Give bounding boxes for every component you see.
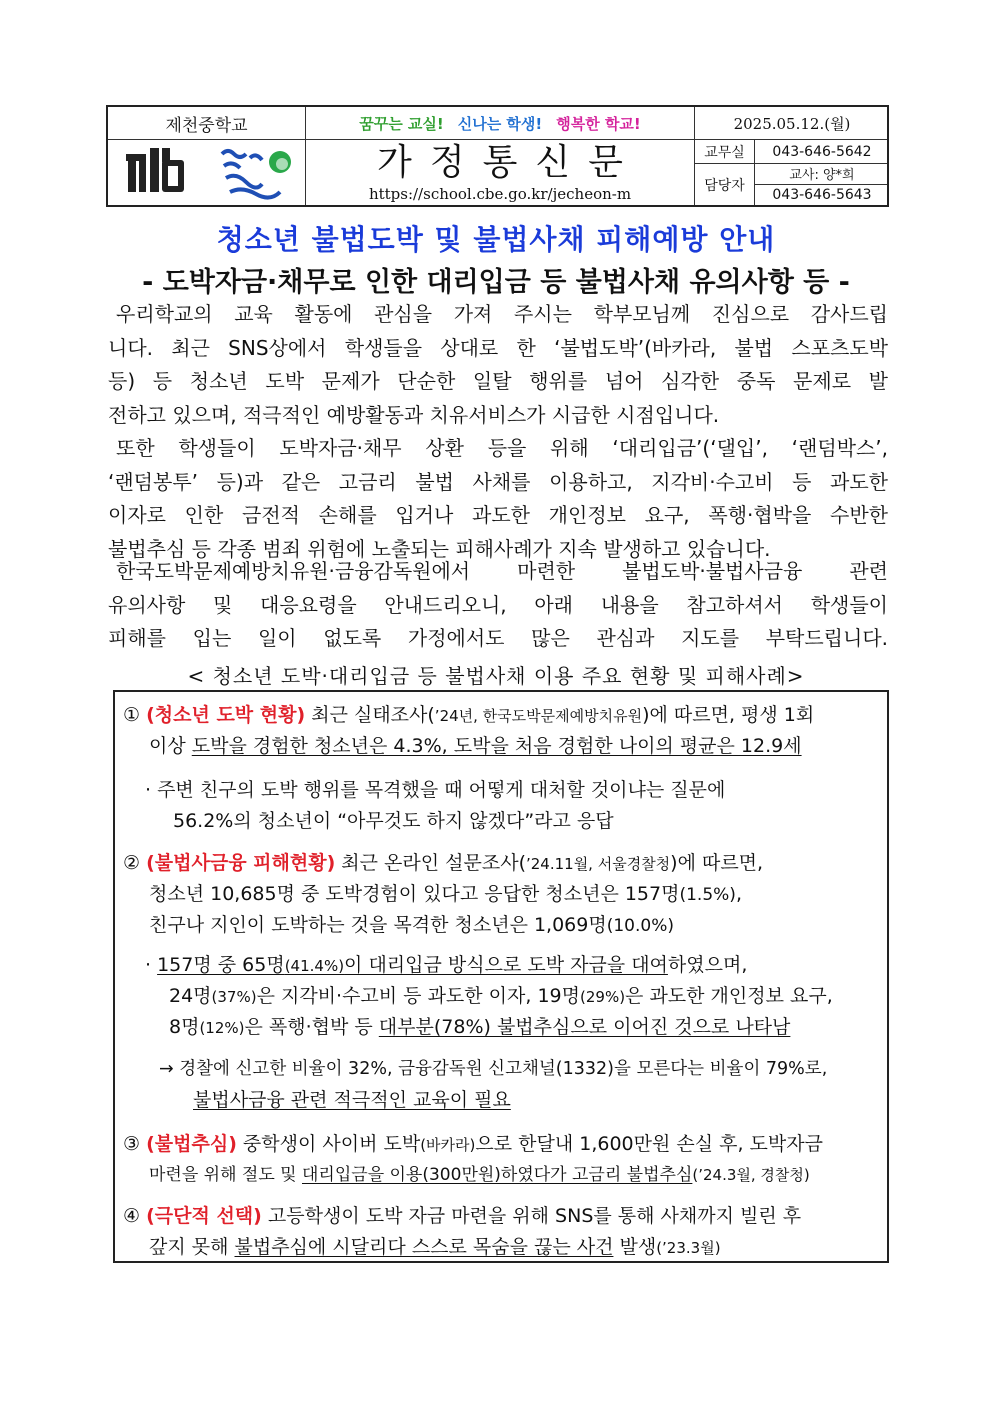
intro-paragraph	[108, 298, 888, 566]
item-text: ,	[735, 883, 742, 905]
paragraph-line: 이자로 인한 금전적 손해를 입거나 과도한 개인정보 요구, 폭행·협박을 수반한	[108, 503, 888, 527]
header-table	[106, 105, 889, 207]
item-text: 은 지각비·수고비 등 과도한 이자, 19명	[256, 985, 580, 1007]
item-text: → 경찰에 신고한 비율이 32%, 금융감독원 신고채널(1332)을 모른다는 비율이 79%로,	[159, 1059, 828, 1079]
item-label: (극단적 선택)	[146, 1205, 262, 1227]
item-source: ’24년, 한국도박문제예방치유원	[434, 707, 643, 725]
item-text: 은 과도한 개인정보 요구,	[625, 985, 833, 1007]
item-text: · 주변 친구의 도박 행위를 목격했을 때 어떻게 대처할 것이냐는 질문에	[145, 779, 726, 801]
case-item-4-line2	[149, 1232, 721, 1264]
item-text: 청소년 10,685명 중 도박경험이 있다고 응답한 청소년은 157명	[149, 883, 680, 905]
case-item-3	[123, 1129, 823, 1161]
item-percent: (29%)	[580, 988, 626, 1006]
case-item-1-bullet	[145, 775, 725, 806]
case-item-2-line3	[149, 910, 674, 942]
cases-box	[113, 690, 889, 1263]
manager-phone: 043-646-5643	[772, 187, 872, 203]
item-text: 친구나 지인이 도박하는 것을 목격한 청소년은 1,069명	[149, 914, 607, 936]
paragraph-line: 유의사항 및 대응요령을 안내드리오니, 아래 내용을 참고하셔서 학생들이	[108, 592, 888, 617]
case-item-1-bullet-cont	[173, 806, 614, 837]
item-highlight: 불법추심에 시달리다 스스로 목숨을 끊는 사건	[234, 1236, 614, 1258]
case-item-2-arrow	[159, 1054, 827, 1085]
item-highlight: 157명 중 65명	[157, 954, 285, 976]
item-number: ③	[123, 1133, 141, 1155]
case-item-2-bullet	[145, 950, 747, 982]
paragraph-line: ‘랜덤봉투’ 등)과 같은 고금리 불법 사채를 이용하고, 지각비·수고비 등 과도한	[108, 469, 888, 494]
newsletter-header	[306, 140, 694, 206]
office-phone: 043-646-5642	[772, 143, 872, 160]
paragraph-line: 전하고 있으며, 적극적인 예방활동과 치유서비스가 시급한 시점입니다.	[108, 402, 720, 427]
paragraph-line: 우리학교의 교육 활동에 관심을 가져 주시는 학부모님께 진심으로 감사드립	[116, 302, 888, 326]
sub-title: - 도박자금·채무로 인한 대리입금 등 불법사채 유의사항 등 -	[142, 267, 850, 298]
item-text: 56.2%의 청소년이 “아무것도 하지 않겠다”라고 응답	[173, 810, 614, 832]
manager-name: 교사: 양*희	[789, 168, 855, 183]
item-source: (’24.3월, 경찰청)	[692, 1166, 810, 1184]
item-number: ④	[123, 1205, 141, 1227]
case-item-1	[123, 700, 814, 732]
item-source: ’24.11월, 서울경찰청	[525, 855, 671, 873]
item-text: ·	[145, 954, 158, 976]
logo-area	[108, 140, 305, 206]
item-text: )에 따르면, 평생 1회	[642, 704, 815, 726]
manager-label: 담당자	[704, 177, 745, 194]
case-item-2-bullet-line3	[169, 1012, 790, 1044]
school-name: 제천중학교	[165, 115, 248, 136]
section-heading: < 청소년 도박·대리입금 등 불법사채 이용 주요 현황 및 피해사례>	[187, 664, 805, 688]
motto-2: 신나는 학생!	[457, 114, 543, 133]
item-text: 은 폭행·협박 등	[244, 1016, 379, 1038]
item-highlight: 대리입금을 이용(300만원)하였다가 고금리 불법추심	[302, 1165, 693, 1185]
item-percent: (10.0%)	[606, 916, 674, 936]
newsletter-title: 가정통신문	[377, 142, 641, 183]
case-item-2-bullet-line2	[169, 981, 833, 1013]
item-label: (불법사금융 피해현황)	[146, 852, 336, 874]
item-number: ②	[123, 852, 141, 874]
office-label: 교무실	[704, 144, 745, 161]
item-number: ①	[123, 704, 141, 726]
case-item-4	[123, 1201, 801, 1232]
item-text: 24명	[169, 985, 212, 1007]
case-item-2-line2	[149, 879, 742, 911]
item-label: (청소년 도박 현황)	[146, 704, 306, 726]
guidance-paragraph	[108, 555, 888, 656]
paragraph-line: 등) 등 청소년 도박 문제가 단순한 일탈 행위를 넘어 심각한 중독 문제로 발	[108, 369, 888, 393]
paragraph-line: 니다. 최근 SNS상에서 학생들을 상대로 한 ‘불법도박’(바카라, 불법 스포츠도박	[108, 335, 888, 360]
item-text: 발생	[613, 1236, 657, 1258]
item-percent: (1.5%)	[679, 885, 736, 905]
item-percent: (12%)	[199, 1019, 245, 1037]
item-text: 하였으며,	[667, 954, 748, 976]
case-item-3-line2	[149, 1160, 810, 1191]
item-source: (바카라)	[420, 1136, 476, 1154]
paragraph-line: 또한 학생들이 도박자금·채무 상환 등을 위해 ‘대리입금’(‘댈입’, ‘랜덤박스’,	[116, 436, 888, 460]
item-percent: (37%)	[211, 988, 257, 1006]
item-text: )에 따르면,	[670, 852, 764, 874]
item-label: (불법추심)	[146, 1133, 237, 1155]
item-percent: (41.4%)	[284, 957, 345, 975]
issue-date: 2025.05.12.(월)	[733, 114, 851, 133]
case-item-2	[123, 848, 763, 880]
paragraph-line: 한국도박문제예방치유원·금융감독원에서 마련한 불법도박·불법사금융 관련	[116, 559, 888, 583]
item-highlight: 이 대리입금 방식으로 도박 자금을 대여	[344, 954, 668, 976]
item-highlight: 대부분(78%) 불법추심으로 이어진 것으로 나타남	[378, 1016, 791, 1038]
item-text: 마련을 위해 절도 및	[149, 1165, 302, 1185]
school-emblem-icon	[126, 146, 188, 198]
item-text: 최근 실태조사(	[305, 704, 435, 726]
item-text: 중학생이 사이버 도박	[236, 1133, 421, 1155]
item-text: 이상	[149, 735, 192, 757]
item-source: (’23.3월)	[656, 1239, 721, 1257]
item-text: 8명	[169, 1016, 200, 1038]
item-highlight: 도박을 경험한 청소년은 4.3%, 도박을 처음 경험한 나이의 평균은 12.9세	[191, 735, 802, 757]
item-text: 으로 한달내 1,600만원 손실 후, 도박자금	[475, 1133, 823, 1155]
paragraph-line: 불법추심 등 각종 범죄 위험에 노출되는 피해사례가 지속 발생하고 있습니다.	[108, 536, 771, 561]
motto-3: 행복한 학교!	[556, 114, 641, 133]
main-title: 청소년 불법도박 및 불법사채 피해예방 안내	[216, 223, 776, 256]
case-item-2-arrow-line2	[193, 1085, 511, 1116]
item-text: 갚지 못해	[149, 1236, 235, 1258]
item-highlight: 불법사금융 관련 적극적인 교육이 필요	[193, 1089, 511, 1111]
case-item-1-line2	[149, 731, 802, 762]
motto-1: 꿈꾸는 교실!	[359, 114, 444, 133]
paragraph-line: 피해를 입는 일이 없도록 가정에서도 많은 관심과 지도를 부탁드립니다.	[108, 626, 888, 650]
item-text: 최근 온라인 설문조사(	[335, 852, 526, 874]
item-text: 고등학생이 도박 자금 마련을 위해 SNS를 통해 사채까지 빌린 후	[261, 1205, 802, 1227]
school-url[interactable]: https://school.cbe.go.kr/jecheon-m	[368, 185, 632, 203]
school-motto	[306, 107, 694, 139]
integrity-logo-icon	[216, 144, 296, 202]
